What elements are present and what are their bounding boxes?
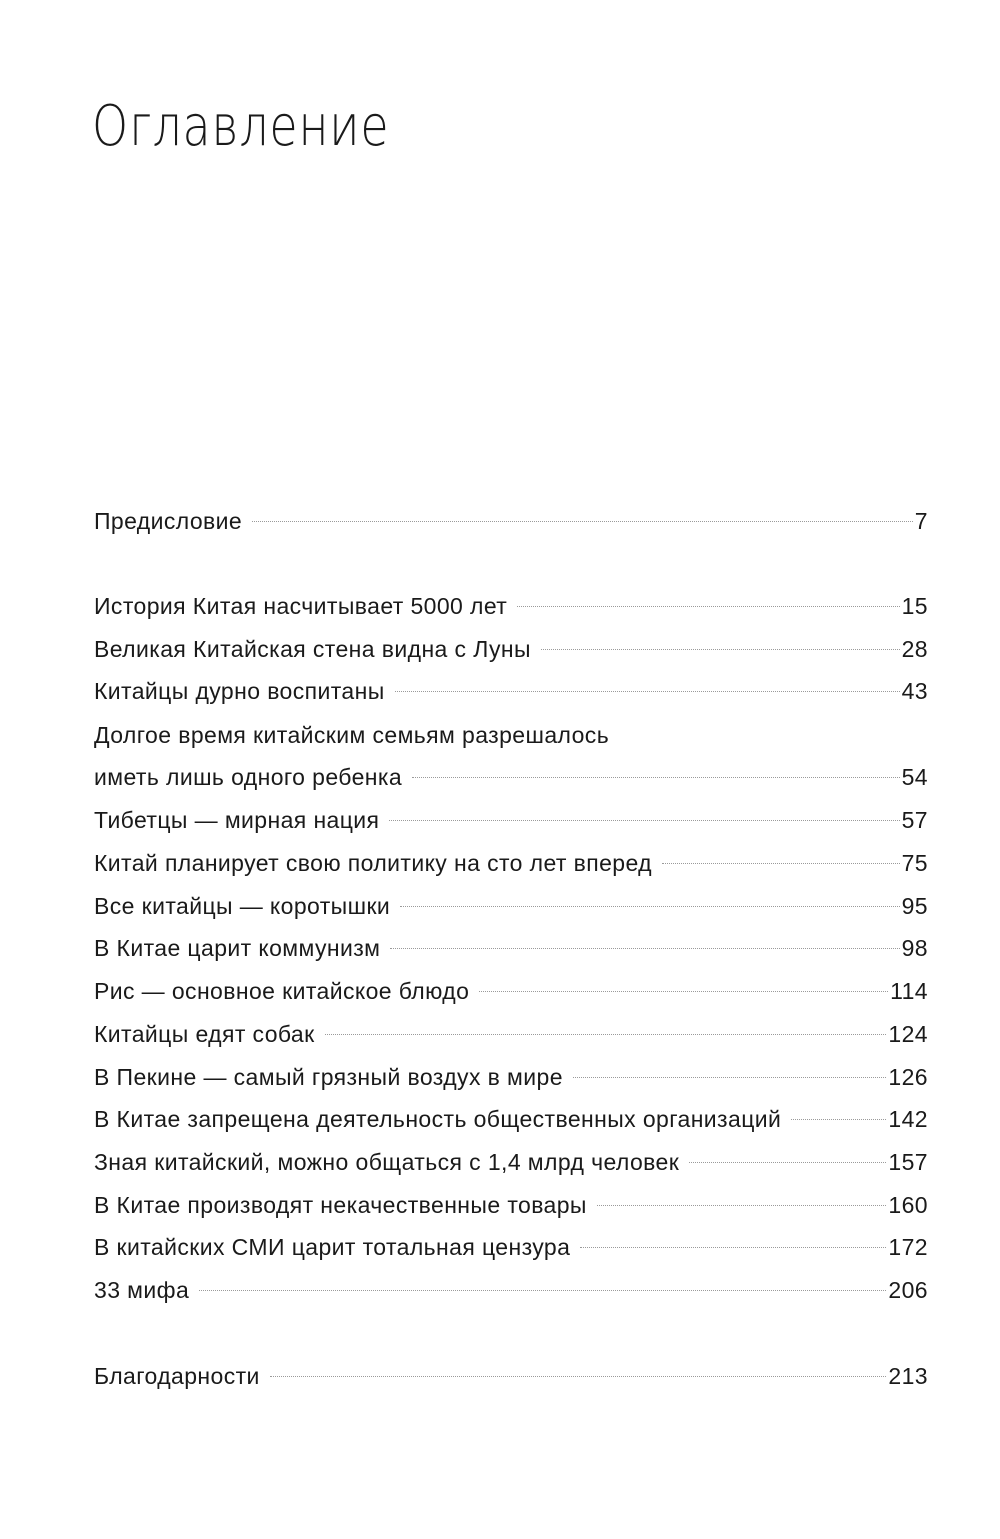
toc-entry-label: Предисловие (94, 508, 243, 534)
dot-leader (325, 1033, 887, 1035)
toc-entry-chapter[interactable] (94, 628, 928, 671)
dot-leader (662, 862, 900, 864)
toc-entry-acknowledgements[interactable] (94, 1355, 928, 1398)
toc-entry-page: 43 (901, 678, 928, 704)
toc-entry-page: 172 (888, 1234, 928, 1260)
toc-entry-label: Китайцы едят собак (94, 1021, 315, 1047)
toc-entry-page: 75 (901, 850, 928, 876)
dot-leader (270, 1375, 887, 1377)
dot-leader (541, 648, 900, 650)
toc-entry-label-first-line[interactable]: Долгое время китайским семьям разрешалось (94, 722, 610, 748)
toc-entry-label: В Китае царит коммунизм (94, 935, 381, 961)
page-title: Оглавление (92, 94, 390, 159)
dot-leader (389, 819, 899, 821)
toc-entry-page: 142 (888, 1106, 928, 1132)
toc-entry-page: 15 (901, 593, 928, 619)
toc-entry-label: В Китае производят некачественные товары (94, 1192, 587, 1218)
toc-entry-chapter[interactable] (94, 585, 928, 628)
toc-entry-chapter[interactable] (94, 756, 928, 799)
toc-entry-page: 57 (901, 807, 928, 833)
dot-leader (252, 520, 913, 522)
toc-entry-label: Благодарности (94, 1363, 260, 1389)
toc-entry-label: В китайских СМИ царит тотальная цензура (94, 1234, 571, 1260)
dot-leader (390, 947, 899, 949)
toc-entry-page: 126 (888, 1064, 928, 1090)
toc-entry-chapter[interactable] (94, 1013, 928, 1056)
toc-entry-chapter[interactable] (94, 927, 928, 970)
toc-entry-label: Все китайцы — коротышки (94, 893, 391, 919)
toc-entry-chapter[interactable] (94, 1141, 928, 1184)
dot-leader (791, 1118, 886, 1120)
toc-entry-chapter[interactable] (94, 1269, 928, 1312)
toc-entry-chapter[interactable] (94, 1184, 928, 1227)
toc-entry-page: 98 (901, 935, 928, 961)
toc-entry-label: Рис — основное китайское блюдо (94, 978, 470, 1004)
dot-leader (400, 905, 899, 907)
toc-entry-chapter[interactable] (94, 842, 928, 885)
toc-entry-label: 33 мифа (94, 1277, 190, 1303)
dot-leader (597, 1204, 887, 1206)
toc-entry-label: Тибетцы — мирная нация (94, 807, 380, 833)
toc-entry-page: 54 (901, 764, 928, 790)
toc-entry-label: Зная китайский, можно общаться с 1,4 млрд человек (94, 1149, 680, 1175)
toc-entry-chapter[interactable] (94, 1056, 928, 1099)
toc-entry-page: 157 (888, 1149, 928, 1175)
toc-entry-chapter[interactable] (94, 1226, 928, 1269)
toc-entry-chapter[interactable] (94, 970, 928, 1013)
toc-entry-page: 28 (901, 636, 928, 662)
toc-entry-chapter[interactable] (94, 799, 928, 842)
toc-entry-page: 7 (914, 508, 928, 534)
dot-leader (573, 1076, 887, 1078)
toc-entry-label: В Китае запрещена деятельность общественных организаций (94, 1106, 782, 1132)
toc-entry-label: Великая Китайская стена видна с Луны (94, 636, 531, 662)
dot-leader (479, 990, 888, 992)
dot-leader (412, 776, 900, 778)
dot-leader (580, 1246, 886, 1248)
toc-entry-page: 114 (890, 978, 928, 1004)
toc-entry-label: История Китая насчитывает 5000 лет (94, 593, 508, 619)
dot-leader (517, 605, 899, 607)
toc-entry-label: Китайцы дурно воспитаны (94, 678, 385, 704)
toc-entry-page: 206 (888, 1277, 928, 1303)
dot-leader (689, 1161, 886, 1163)
toc-entry-page: 95 (901, 893, 928, 919)
toc-entry-preface[interactable] (94, 500, 928, 543)
toc-entry-page: 213 (888, 1363, 928, 1389)
toc-entry-chapter[interactable] (94, 670, 928, 713)
dot-leader (199, 1289, 886, 1291)
toc-entry-page: 160 (888, 1192, 928, 1218)
toc-entry-page: 124 (888, 1021, 928, 1047)
toc-entry-label: иметь лишь одного ребенка (94, 764, 403, 790)
toc-entry-label: Китай планирует свою политику на сто лет вперед (94, 850, 652, 876)
dot-leader (395, 690, 900, 692)
toc-entry-label: В Пекине — самый грязный воздух в мире (94, 1064, 563, 1090)
toc-entry-chapter[interactable] (94, 885, 928, 928)
toc-entry-chapter[interactable] (94, 1098, 928, 1141)
